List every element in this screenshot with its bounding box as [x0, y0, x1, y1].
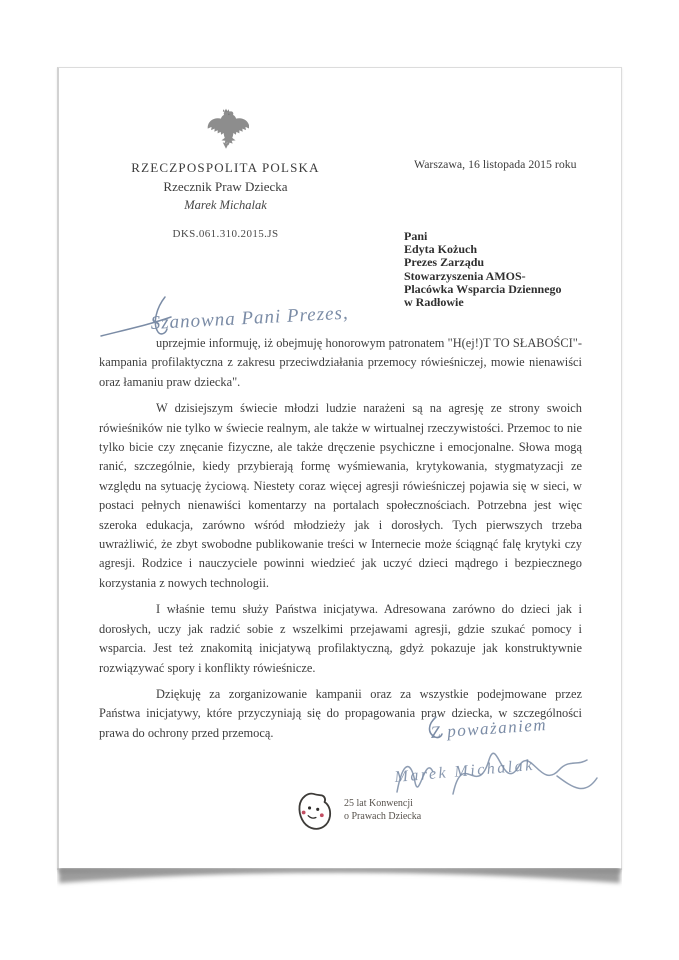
logo-captions — [344, 790, 421, 823]
recipient-line: Stowarzyszenia AMOS- — [404, 268, 526, 283]
reference-number: DKS.061.310.2015.JS — [172, 228, 279, 240]
letter-page — [57, 67, 622, 870]
body-paragraph: Dziękuję za zorganizowanie kampanii oraz za wszystkie podejmowane przez Państwa inicjatywy, które przyczyniają się do propagowania praw dziecka, w szczególności prawa do ochrony przed przemocą. — [99, 686, 582, 740]
body-paragraph: uprzejmie informuję, iż obejmuję honorowym patronatem "H(ej!)T TO SŁABOŚCI"- kampania profilaktyczna z zakresu przeciwdziałania przemocy rówieśniczej, mowie nienawiści oraz łamaniu praw dziecka". — [99, 336, 582, 389]
signature-text: Marek Michalak — [393, 756, 536, 786]
polish-eagle-emblem — [203, 104, 249, 154]
body-paragraph: W dzisiejszym świecie młodzi ludzie narażeni są na agresję ze strony swoich rówieśników nie tylko w świecie realnym, ale także w wirtualnej rzeczywistości. Przemoc to nie tylko bicie czy znęcanie fizyczne, ale także dręczenie psychiczne i emocjonalne. Słowa mogą ranić, szczególnie, kiedy przybierają formę wyśmiewania, krytykowania, stygmatyzacji ze względu na sytuację życiową. Niestety coraz więcej agresji rówieśniczej pojawia się w sieci, w postaci pełnych nienawiści komentarzy na portalach społecznościach. Potrzebna jest więc szeroka edukacja, zarówno wśród młodzieży jak i dorosłych. Tych pierwszych trzeba uwrażliwić, że zbyt swobodne publikowanie treści w Internecie może ściągnąć falę krytyki czy agresji. Rodzice i nauczyciele powinni wiedzieć jak uczyć dzieci mądrego i bezpiecznego korzystania z nowych technologii. — [99, 401, 582, 590]
recipient-line: Edyta Kożuch — [404, 242, 478, 257]
letterhead-country: RZECZPOSPOLITA POLSKA — [131, 160, 320, 175]
anniversary-logo — [295, 790, 421, 835]
letter-body — [99, 334, 582, 750]
body-paragraph: I właśnie temu służy Państwa inicjatywa. Adresowana zarówno do dzieci jak i dorosłych, uczy jak radzić sobie z wszelkimi przejawami agresji, gdzie szukać pomocy i wsparcia. Jest też znakomitą inicjatywą profilaktyczną, gdyż pokazuje jak konstruktywnie rozwiązywać spory i konflikty rówieśnicze. — [99, 602, 582, 675]
logo-caption-line1: 25 lat Konwencji — [344, 798, 413, 809]
recipient-line: Prezes Zarządu — [404, 255, 485, 270]
recipient-line: w Radłowie — [404, 295, 464, 310]
handwritten-signature — [391, 736, 611, 816]
logo-caption-line2: o Prawach Dziecka — [344, 811, 422, 822]
recipient-line: Placówka Wsparcia Dziennego — [404, 281, 562, 296]
recipient-block — [404, 230, 562, 309]
child-face-logo-icon — [295, 790, 335, 835]
letterhead-officeholder: Marek Michalak — [184, 198, 267, 212]
letterhead-office: Rzecznik Praw Dziecka — [163, 179, 288, 194]
recipient-line: Pani — [404, 229, 428, 243]
date-line: Warszawa, 16 listopada 2015 roku — [414, 157, 577, 171]
closing-text: Z poważaniem — [429, 714, 548, 742]
page-curl-shadow — [57, 868, 622, 898]
letterhead — [79, 104, 372, 240]
salutation-text: Szanowna Pani Prezes, — [150, 302, 350, 334]
